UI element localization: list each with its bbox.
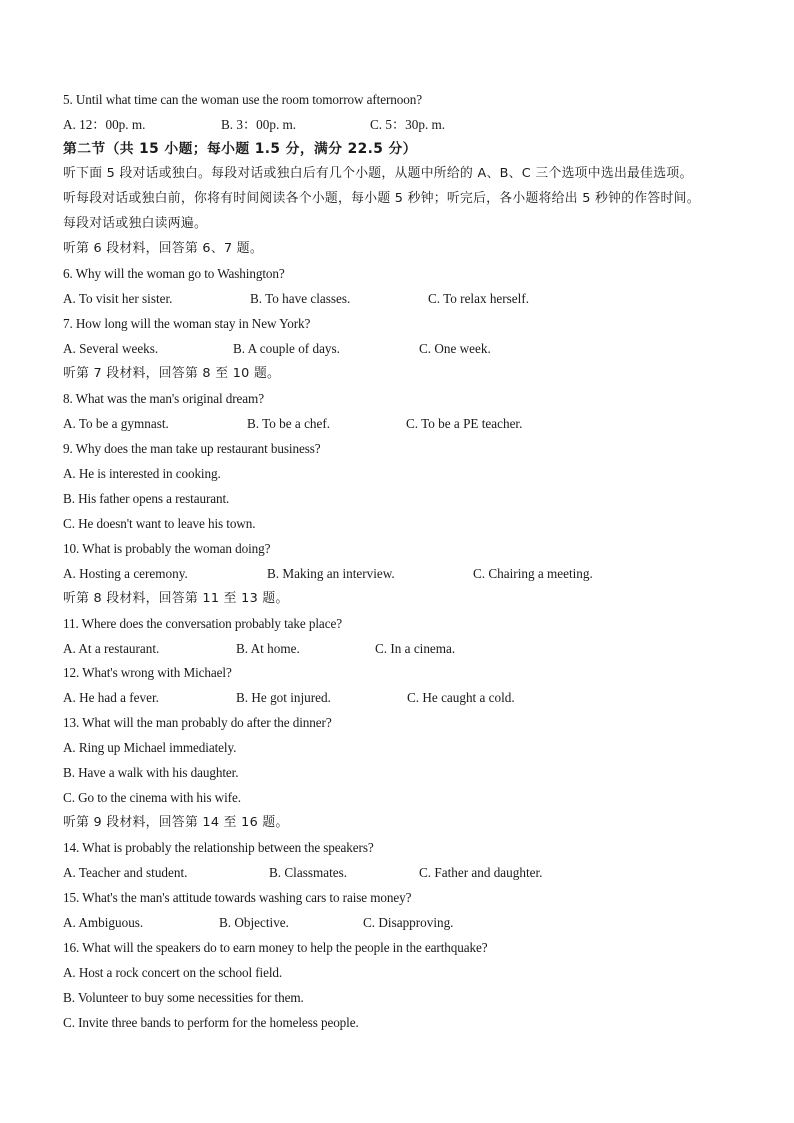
q12-option-a: A. He had a fever. xyxy=(63,690,159,705)
question-15: 15. What's the man's attitude towards washing cars to raise money? xyxy=(63,890,412,905)
q9-option-c: C. He doesn't want to leave his town. xyxy=(63,516,256,531)
section-2-heading: 第二节（共 15 小题；每小题 1.5 分，满分 22.5 分） xyxy=(63,141,417,157)
q11-option-a: A. At a restaurant. xyxy=(63,641,160,656)
question-8: 8. What was the man's original dream? xyxy=(63,391,264,406)
q11-option-c: C. In a cinema. xyxy=(375,641,456,656)
q12-option-b: B. He got injured. xyxy=(236,690,331,705)
q14-option-c: C. Father and daughter. xyxy=(419,865,543,880)
q16-option-a: A. Host a rock concert on the school field. xyxy=(63,965,283,980)
group-9-intro: 听第 9 段材料，回答第 14 至 16 题。 xyxy=(63,815,289,830)
section-2-instruction-2: 听每段对话或独白前，你将有时间阅读各个小题，每小题 5 秒钟；听完后，各小题将给出 5 秒钟的作答时间。 xyxy=(63,191,700,206)
question-16: 16. What will the speakers do to earn money to help the people in the earthquake? xyxy=(63,940,488,955)
section-2-instruction-1: 听下面 5 段对话或独白。每段对话或独白后有几个小题，从题中所给的 A、B、C 三个选项中选出最佳选项。 xyxy=(63,166,693,181)
q5-option-a: A. 12：00p. m. xyxy=(63,117,146,132)
question-11: 11. Where does the conversation probably take place? xyxy=(63,616,342,631)
q16-option-b: B. Volunteer to buy some necessities for them. xyxy=(63,990,304,1005)
q7-option-c: C. One week. xyxy=(419,341,491,356)
q15-option-b: B. Objective. xyxy=(219,915,289,930)
q11-option-b: B. At home. xyxy=(236,641,300,656)
q8-option-c: C. To be a PE teacher. xyxy=(406,416,523,431)
q6-option-c: C. To relax herself. xyxy=(428,291,530,306)
section-2-instruction-3: 每段对话或独白读两遍。 xyxy=(63,216,208,231)
question-14: 14. What is probably the relationship between the speakers? xyxy=(63,840,374,855)
q14-option-a: A. Teacher and student. xyxy=(63,865,188,880)
q7-option-b: B. A couple of days. xyxy=(233,341,340,356)
q13-option-a: A. Ring up Michael immediately. xyxy=(63,740,237,755)
question-10: 10. What is probably the woman doing? xyxy=(63,541,271,556)
q14-option-b: B. Classmates. xyxy=(269,865,348,880)
question-12: 12. What's wrong with Michael? xyxy=(63,665,232,680)
question-7: 7. How long will the woman stay in New York? xyxy=(63,316,311,331)
q6-option-a: A. To visit her sister. xyxy=(63,291,173,306)
q12-option-c: C. He caught a cold. xyxy=(407,690,515,705)
q6-option-b: B. To have classes. xyxy=(250,291,351,306)
q10-option-a: A. Hosting a ceremony. xyxy=(63,566,188,581)
q8-option-a: A. To be a gymnast. xyxy=(63,416,169,431)
q10-option-c: C. Chairing a meeting. xyxy=(473,566,593,581)
q13-option-b: B. Have a walk with his daughter. xyxy=(63,765,239,780)
q16-option-c: C. Invite three bands to perform for the homeless people. xyxy=(63,1015,359,1030)
question-6: 6. Why will the woman go to Washington? xyxy=(63,266,285,281)
group-6-intro: 听第 6 段材料，回答第 6、7 题。 xyxy=(63,241,263,256)
q9-option-a: A. He is interested in cooking. xyxy=(63,466,221,481)
q8-option-b: B. To be a chef. xyxy=(247,416,331,431)
q9-option-b: B. His father opens a restaurant. xyxy=(63,491,230,506)
group-7-intro: 听第 7 段材料，回答第 8 至 10 题。 xyxy=(63,366,281,381)
group-8-intro: 听第 8 段材料，回答第 11 至 13 题。 xyxy=(63,591,289,606)
q7-option-a: A. Several weeks. xyxy=(63,341,159,356)
q15-option-c: C. Disapproving. xyxy=(363,915,454,930)
question-9: 9. Why does the man take up restaurant business? xyxy=(63,441,321,456)
q13-option-c: C. Go to the cinema with his wife. xyxy=(63,790,241,805)
q10-option-b: B. Making an interview. xyxy=(267,566,395,581)
question-13: 13. What will the man probably do after the dinner? xyxy=(63,715,332,730)
q5-option-c: C. 5：30p. m. xyxy=(370,117,446,132)
q5-option-b: B. 3：00p. m. xyxy=(221,117,297,132)
q15-option-a: A. Ambiguous. xyxy=(63,915,144,930)
question-5: 5. Until what time can the woman use the room tomorrow afternoon? xyxy=(63,92,422,107)
